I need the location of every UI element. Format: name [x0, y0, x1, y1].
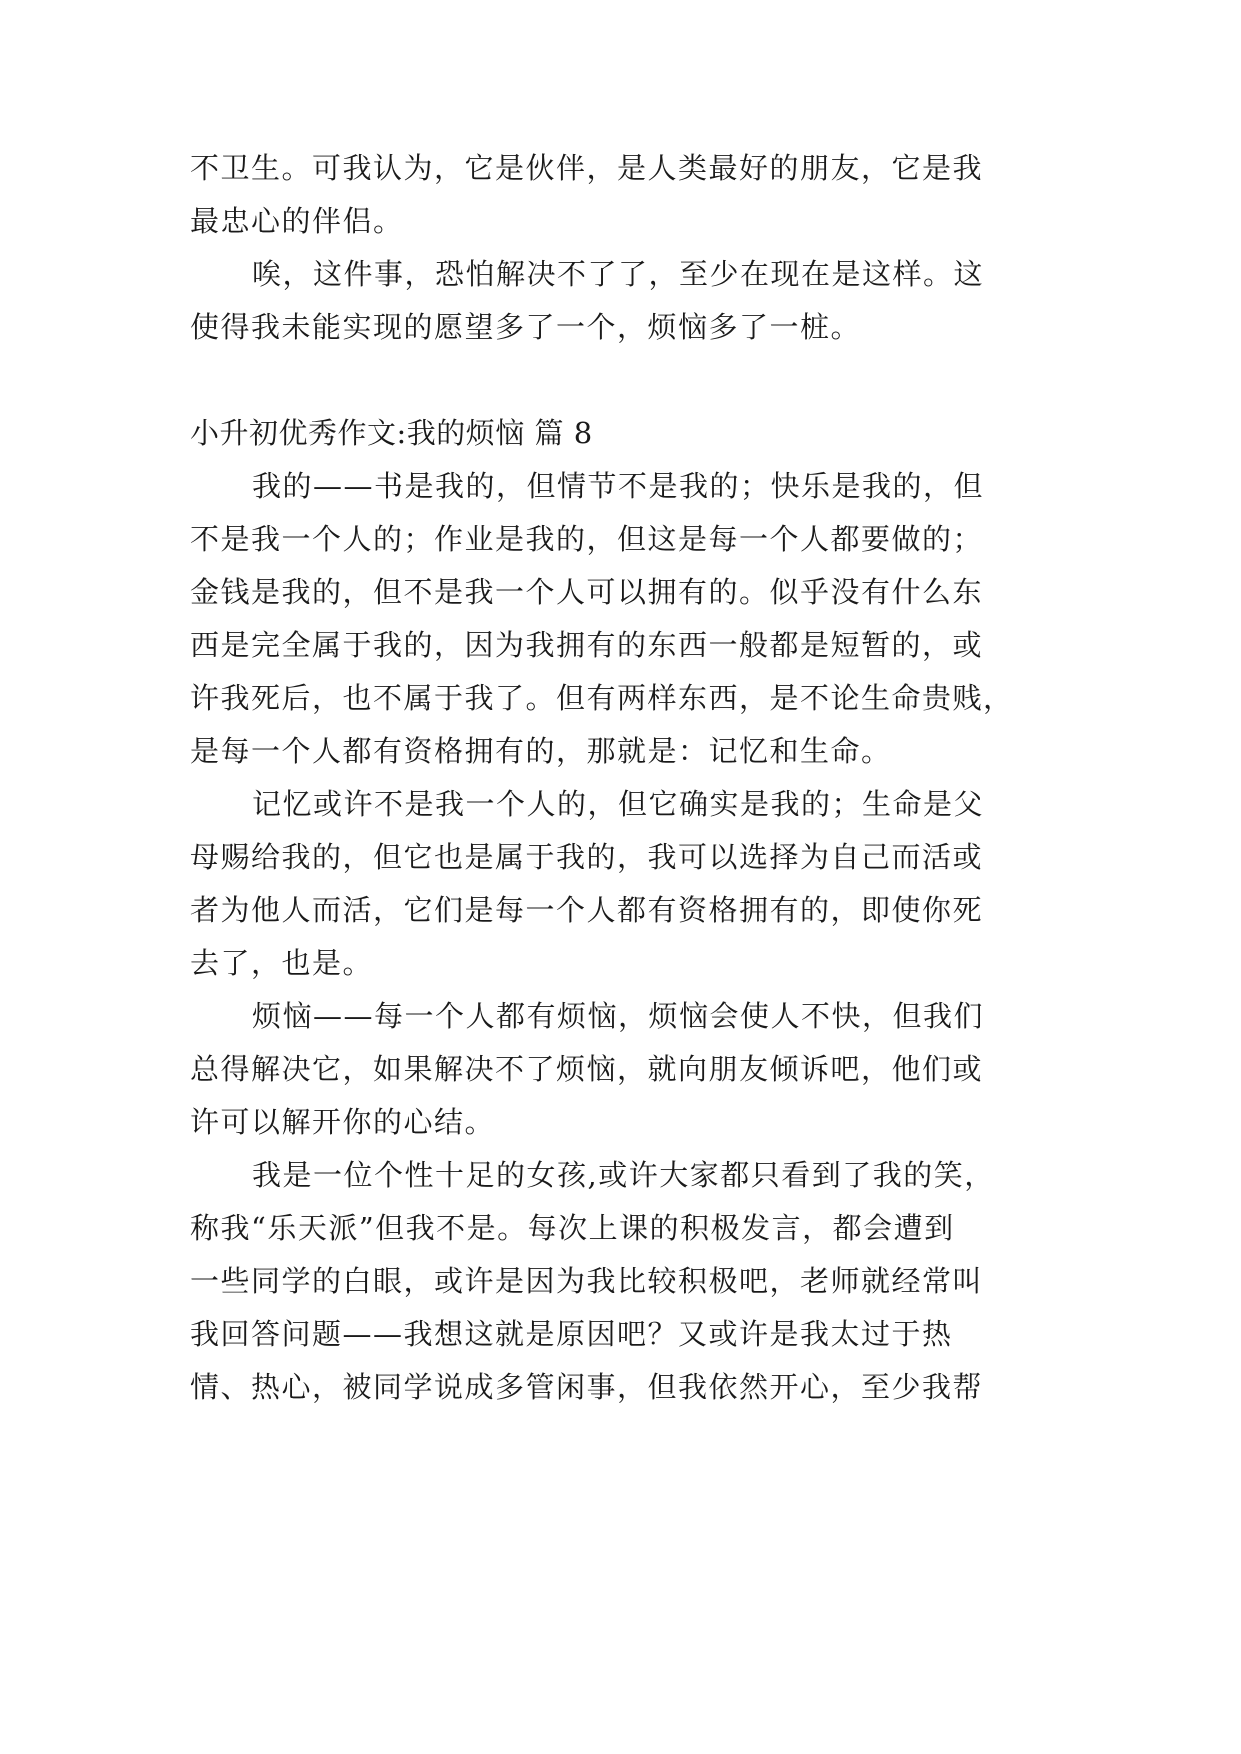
- paragraph-line: 情、热心，被同学说成多管闲事，但我依然开心，至少我帮: [190, 1370, 984, 1404]
- paragraph-line: 者为他人而活，它们是每一个人都有资格拥有的，即使你死: [190, 893, 984, 927]
- paragraph-line: 不是我一个人的；作业是我的，但这是每一个人都要做的；: [190, 522, 984, 556]
- paragraph-line: 使得我未能实现的愿望多了一个，烦恼多了一桩。: [190, 310, 862, 344]
- paragraph-line: 去了，也是。: [190, 946, 374, 980]
- paragraph-line: 母赐给我的，但它也是属于我的，我可以选择为自己而活或: [190, 840, 984, 874]
- paragraph-line: 唉，这件事，恐怕解决不了了，至少在现在是这样。这: [252, 257, 985, 291]
- section-title: 小升初优秀作文:我的烦恼 篇 8: [190, 416, 593, 450]
- paragraph-line: 西是完全属于我的，因为我拥有的东西一般都是短暂的，或: [190, 628, 984, 662]
- paragraph-line: 烦恼——每一个人都有烦恼，烦恼会使人不快，但我们: [252, 999, 985, 1033]
- paragraph-line: 记忆或许不是我一个人的，但它确实是我的；生命是父: [252, 787, 985, 821]
- paragraph-line: 金钱是我的，但不是我一个人可以拥有的。似乎没有什么东: [190, 575, 984, 609]
- paragraph-line: 我是一位个性十足的女孩,或许大家都只看到了我的笑，: [252, 1158, 995, 1192]
- paragraph-line: 我的——书是我的，但情节不是我的；快乐是我的，但: [252, 469, 985, 503]
- paragraph-line: 一些同学的白眼，或许是因为我比较积极吧，老师就经常叫: [190, 1264, 984, 1298]
- paragraph-line: 我回答问题——我想这就是原因吧？又或许是我太过于热: [190, 1317, 953, 1351]
- paragraph-line: 总得解决它，如果解决不了烦恼，就向朋友倾诉吧，他们或: [190, 1052, 984, 1086]
- paragraph-line: 是每一个人都有资格拥有的，那就是：记忆和生命。: [190, 734, 892, 768]
- paragraph-line: 称我“乐天派”但我不是。每次上课的积极发言，都会遭到: [190, 1211, 955, 1245]
- paragraph-line: 许我死后，也不属于我了。但有两样东西，是不论生命贵贱，: [190, 681, 1014, 715]
- paragraph-line: 许可以解开你的心结。: [190, 1105, 496, 1139]
- paragraph-line: 不卫生。可我认为，它是伙伴，是人类最好的朋友，它是我: [190, 151, 984, 185]
- paragraph-line: 最忠心的伴侣。: [190, 204, 404, 238]
